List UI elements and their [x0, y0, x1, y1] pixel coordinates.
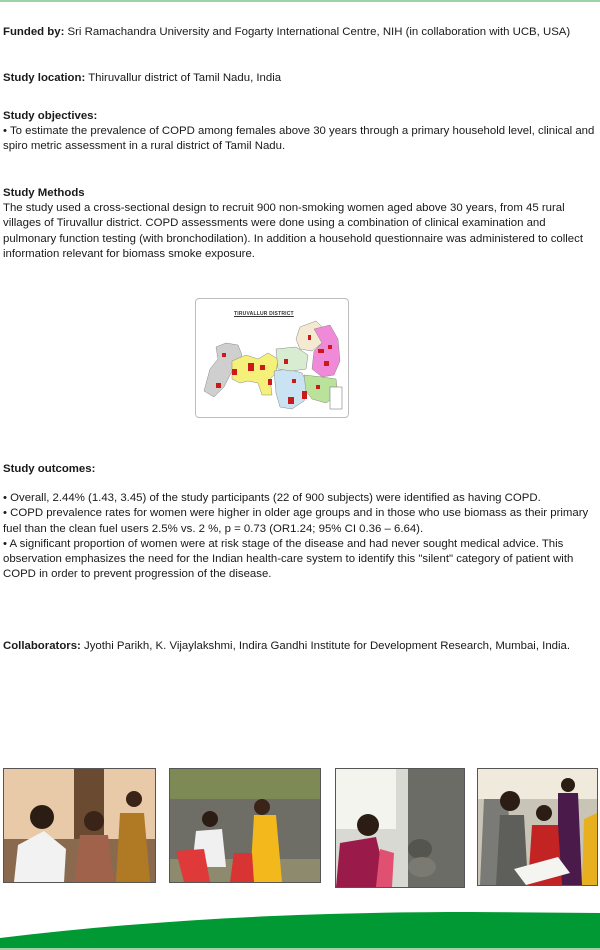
footer-green-band [0, 890, 600, 950]
map-graphic [196, 299, 348, 417]
map-marker [260, 365, 265, 370]
outcome-item: • A significant proportion of women were at risk stage of the disease and had never sought medical advice. This observation emphasizes the need for the Indian health-care system to identify this "silent" category of patient with COPD in order to prevent progression of the disease. [3, 537, 574, 581]
photo-household-survey [477, 768, 598, 886]
map-marker [288, 397, 294, 404]
map-marker [222, 353, 226, 357]
photo-strip [0, 767, 600, 887]
outcomes-heading: Study outcomes: [3, 463, 96, 475]
outcome-item: • COPD prevalence rates for women were higher in older age groups and in those who use biomass as their primary fuel than the clean fuel users 2.5% vs. 2 %, p = 0.73 (OR1.24; 95% CI 0.36 – 6.64). [3, 507, 589, 535]
map-marker [284, 359, 288, 364]
collaborators-label: Collaborators: [3, 640, 81, 652]
map-region-pink [312, 325, 340, 377]
outcome-item: • Overall, 2.44% (1.43, 3.45) of the study participants (22 of 900 subjects) were identified as having COPD. [3, 492, 541, 505]
objectives-section [3, 109, 595, 155]
objective-item: • To estimate the prevalence of COPD among females above 30 years through a primary household level, clinical and spiro metric assessment in a rural district of Tamil Nadu. [3, 125, 595, 153]
map-marker [308, 335, 311, 340]
map-region-yellow [232, 353, 278, 395]
objectives-heading: Study objectives: [3, 110, 98, 122]
funding-section [3, 25, 595, 40]
funding-text: Sri Ramachandra University and Fogarty International Centre, NIH (in collaboration with UCB, USA) [64, 26, 571, 38]
district-map [195, 298, 349, 418]
photo-outdoor-consultation [169, 768, 321, 883]
location-label: Study location: [3, 72, 86, 84]
map-marker [302, 391, 307, 399]
methods-text: The study used a cross-sectional design to recruit 900 non-smoking women aged above 30 years, from 45 rural villages of Tiruvallur district. COPD assessments were done using a combination of clinical examination and pulmonary function testing (with bronchodilation). In addition a household questionnaire was administered to collect information relevant for biomass smoke exposure. [3, 202, 583, 260]
location-text: Thiruvallur district of Tamil Nadu, India [85, 72, 282, 84]
collaborators-text: Jyothi Parikh, K. Vijaylakshmi, Indira Gandhi Institute for Development Research, Mumbai, India. [80, 640, 571, 652]
map-marker [324, 361, 329, 366]
map-region-mint [276, 347, 308, 371]
map-marker [268, 379, 272, 385]
map-marker [292, 379, 296, 383]
collaborators-section [3, 639, 595, 654]
map-marker [318, 349, 324, 353]
methods-section [3, 186, 595, 262]
map-title: TIRUVALLUR DISTRICT [234, 311, 294, 317]
photo-doctor-examination [3, 768, 156, 883]
location-section [3, 71, 595, 86]
methods-heading: Study Methods [3, 187, 85, 199]
map-legend [330, 387, 342, 409]
photo-kitchen-woman [335, 768, 465, 888]
map-marker [316, 385, 320, 389]
top-rule [0, 0, 600, 2]
funding-label: Funded by: [3, 26, 65, 38]
map-marker [216, 383, 221, 388]
map-marker [328, 345, 332, 349]
map-marker [232, 369, 237, 375]
outcomes-section [3, 462, 595, 582]
map-marker [248, 363, 254, 371]
